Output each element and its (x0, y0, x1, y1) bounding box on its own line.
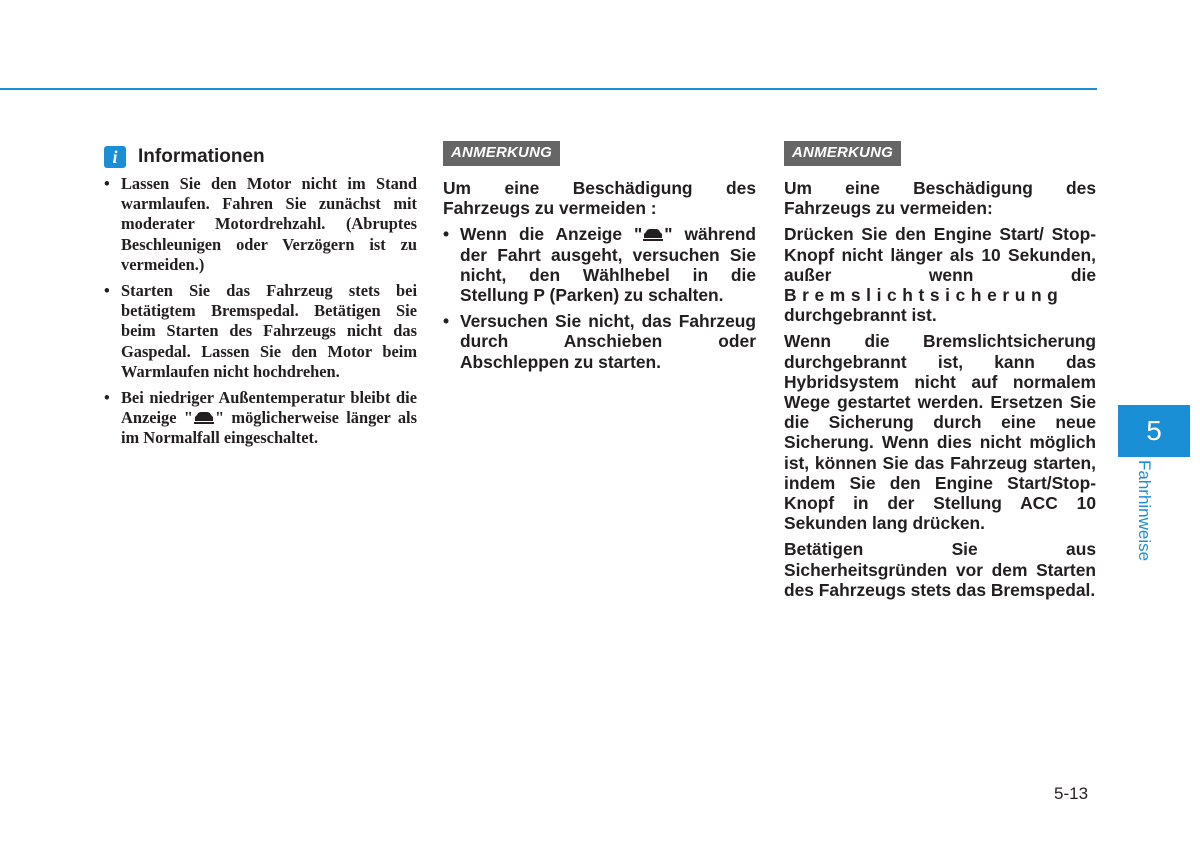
notice-1-list (443, 224, 756, 371)
notice-1-body (443, 178, 756, 372)
info-header (104, 142, 417, 172)
notice-1-bullet-1-text-b: " während der Fahrt ausgeht, versuchen Sie nicht, den Wählhebel in die Stellung P (Parken) zu schalten. (460, 224, 756, 306)
info-list (104, 174, 417, 449)
notice-box-1 (443, 141, 756, 378)
notice-badge: ANMERKUNG (443, 141, 560, 166)
notice-2-p1-main: Drücken Sie den Engine Start/ Stop-Knopf nicht länger als 10 Sekunden, außer wenn die (784, 224, 1096, 285)
car-ready-indicator-icon (193, 411, 215, 425)
notice-1-intro: Um eine Beschädigung des Fahrzeugs zu vermeiden : (443, 178, 756, 219)
notice-2-paragraph-1 (784, 224, 1096, 325)
notice-1-bullet-1 (443, 224, 756, 305)
info-title: Informationen (138, 146, 265, 167)
notice-1-bullet-2: • Versuchen Sie nicht, das Fahrzeug durch Anschieben oder Abschleppen zu starten. (443, 311, 756, 372)
notice-1-bullet-1-text-a: Wenn die Anzeige " (460, 224, 643, 245)
car-ready-indicator-icon (642, 228, 664, 242)
notice-2-p1-spaced: Bremslichtsicherung (784, 285, 1064, 306)
info-bullet-2: • Starten Sie das Fahrzeug stets bei betätigtem Bremspedal. Betätigen Sie beim Starten des Fahrzeugs nicht das Gaspedal. Lassen Sie den Motor beim Warmlaufen nicht hochdrehen. (104, 281, 417, 382)
chapter-tab: 5 (1118, 405, 1190, 457)
notice-2-paragraph-3: Betätigen Sie aus Sicherheitsgründen vor dem Starten des Fahrzeugs stets das Bremspedal. (784, 539, 1096, 600)
notice-2-body (784, 178, 1096, 600)
notice-box-2 (784, 141, 1096, 606)
info-box (104, 142, 417, 455)
info-bullet-3-text-a: Bei niedriger Außentemperatur bleibt die Anzeige " (121, 388, 417, 428)
chapter-label-text: Fahrhinweise (1135, 460, 1154, 562)
notice-2-intro: Um eine Beschädigung des Fahrzeugs zu vermeiden: (784, 178, 1096, 219)
chapter-label (1136, 460, 1158, 570)
info-bullet-3-text-b: " möglicherweise länger als im Normalfall eingeschaltet. (121, 408, 417, 448)
info-bullet-3 (104, 388, 417, 449)
info-bullet-1: • Lassen Sie den Motor nicht im Stand warmlaufen. Fahren Sie zunächst mit moderater Motordrehzahl. (Abruptes Beschleunigen oder Verzögern ist zu vermeiden.) (104, 174, 417, 275)
notice-2-paragraph-2: Wenn die Bremslichtsicherung durchgebrannt ist, kann das Hybridsystem nicht auf normalem Wege gestartet werden. Ersetzen Sie die Sicherung durch eine neue Sicherung. Wenn dies nicht möglich ist, können Sie das Fahrzeug starten, indem Sie den Engine Start/Stop-Knopf in der Stellung ACC 10 Sekunden lang drücken. (784, 331, 1096, 534)
page-number: 5-13 (1054, 784, 1089, 803)
info-icon: i (104, 146, 126, 168)
notice-2-p1-end: durchgebrannt ist. (784, 305, 937, 326)
notice-badge: ANMERKUNG (784, 141, 901, 166)
header-rule (0, 88, 1097, 90)
